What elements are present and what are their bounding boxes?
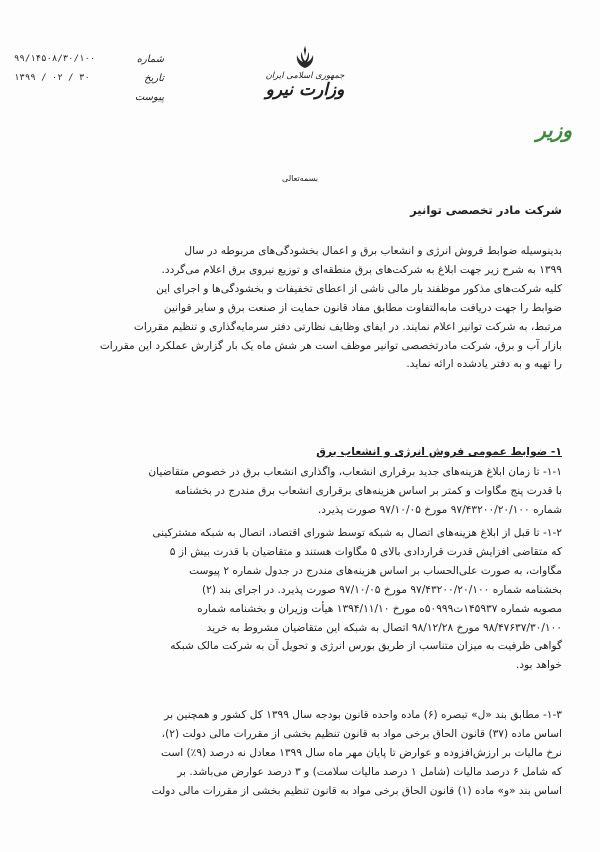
text-line: نرخ مالیات بر ارزش‌افزوده و عوارض تا پایان مهر ماه سال ۱۳۹۹ معادل نه درصد (۹٪) است	[160, 746, 562, 759]
date-value: ۱۳۹۹ / ۰۲ / ۳۰	[14, 73, 90, 83]
text-line: ۱-۳- مطابق بند «ل» تبصره (۶) ماده واحده قانون بودجه سال ۱۳۹۹ کل کشور و همچنین بر	[164, 709, 562, 721]
text-line: که متقاضی افزایش قدرت قراردادی بالای ۵ مگاوات هستند و متقاضیان با قدرت بیش از ۵	[169, 545, 562, 558]
date-row	[14, 69, 164, 88]
text-line: را تهیه و به دفتر یادشده ارائه نماید.	[406, 358, 562, 371]
text-line: ۹۸/۴۷۶۳۷/۳۰/۱۰۰ مورخ ۹۸/۱۲/۲۸ اتصال به شبکه این متقاضیان مشروط به خرید	[206, 621, 562, 634]
text-line: مگاوات، به صورت علی‌الحساب بر اساس هزینه‌های مندرج در جدول شماره ۲ پیوست	[189, 564, 562, 577]
text-line: گواهی ظرفیت به میزان متناسب از طریق بورس انرژی و تحویل آن به شرکت مالک شبکه	[170, 640, 562, 653]
ministry-name: وزارت نیرو	[265, 80, 345, 100]
text-line: مرتبط، به شرکت توانیر اعلام نمایند. در ایفای وظایف نظارتی دفتر سرمایه‌گذاری و تنظیم مقررات	[133, 320, 562, 333]
minister-title: وزیر	[536, 118, 572, 142]
recipient: شرکت مادر تخصصی توانیر	[410, 203, 562, 217]
date-label: تاریخ	[144, 73, 164, 84]
bismillah: بسمه‌تعالی	[282, 174, 318, 183]
section-title-text: ۱- ضوابط عمومی فروش انرژی و انشعاب برق	[316, 445, 562, 458]
number-value: ۹۹/۱۴۵۰۸/۳۰/۱۰۰	[14, 54, 96, 64]
text-line: با قدرت پنج مگاوات و کمتر بر اساس هزینه‌های برقراری انشعاب برق مندرج در بخشنامه	[174, 484, 562, 497]
text-line: کلیه شرکت‌های مذکور موظفند بار مالی ناشی از اعطای تخفیفات و بخشودگی‌ها و اجرای این	[156, 282, 562, 295]
letter-meta	[14, 50, 164, 107]
country-name: جمهوری اسلامی ایران	[265, 71, 345, 81]
text-line: که شامل ۶ درصد مالیات (شامل ۱ درصد مالیات سلامت) و ۳ درصد عوارض می‌باشد. بر	[177, 765, 562, 778]
attachment-row	[14, 88, 164, 107]
text-line: خواهد بود.	[516, 659, 562, 672]
intro-paragraph	[36, 242, 562, 374]
text-line: بخشنامه شماره ۹۷/۴۳۲۰۰/۲۰/۱۰۰ مورخ ۹۷/۱۰/۰۵ صورت پذیرد. در اجرای بند (۲)	[201, 583, 562, 596]
text-line: اساس ماده (۳۷) قانون الحاق برخی مواد به قانون تنظیم بخشی از مقررات مالی دولت (۲)،	[161, 727, 562, 740]
number-row	[14, 50, 164, 69]
text-line: ضوابط را جهت دریافت مابه‌التفاوت مطابق مفاد قانون حمایت از صنعت برق و سایر قوانین	[163, 301, 562, 314]
text-line: بازار آب و برق، شرکت مادرتخصصی توانیر موظف است هر شش ماه یک بار گزارش عملکرد این مقررات	[99, 339, 562, 352]
text-line: مصوبه شماره ۱۴۵۹۳۷ت۵۰۹۹۹ه مورخ ۱۳۹۴/۱۱/۱۰ هیأت وزیران و بخشنامه شماره	[197, 602, 562, 615]
item-1-1	[36, 463, 562, 520]
number-label: شماره	[136, 54, 164, 65]
item-1-2	[36, 524, 562, 675]
item-1-3	[36, 706, 562, 801]
attachment-label: پیوست	[134, 92, 164, 103]
iran-emblem-icon	[292, 44, 318, 70]
text-line: ۱-۱- تا زمان ابلاغ هزینه‌های جدید برقراری انشعاب، واگذاری انشعاب برق در خصوص متقاضیان	[148, 466, 562, 478]
section-title	[316, 445, 562, 458]
text-line: بدینوسیله ضوابط فروش انرژی و انشعاب برق و اعمال بخشودگی‌های مربوطه در سال	[184, 245, 562, 257]
text-line: ۱۳۹۹ به شرح زیر جهت ابلاغ به شرکت‌های برق منطقه‌ای و توزیع نیروی برق اعلام می‌گردد.	[161, 263, 562, 276]
text-line: اساس بند «و» ماده (۱) قانون الحاق برخی مواد به قانون تنظیم بخشی از مقررات مالی دولت	[151, 784, 562, 797]
text-line: شماره ۹۷/۴۳۲۰۰/۲۰/۱۰۰ مورخ ۹۷/۱۰/۰۵ صورت پذیرد.	[317, 503, 562, 516]
text-line: ۱-۲- تا قبل از ابلاغ هزینه‌های اتصال به شبکه توسط شورای اقتصاد، اتصال به شبکه مشترکینی	[152, 527, 562, 539]
